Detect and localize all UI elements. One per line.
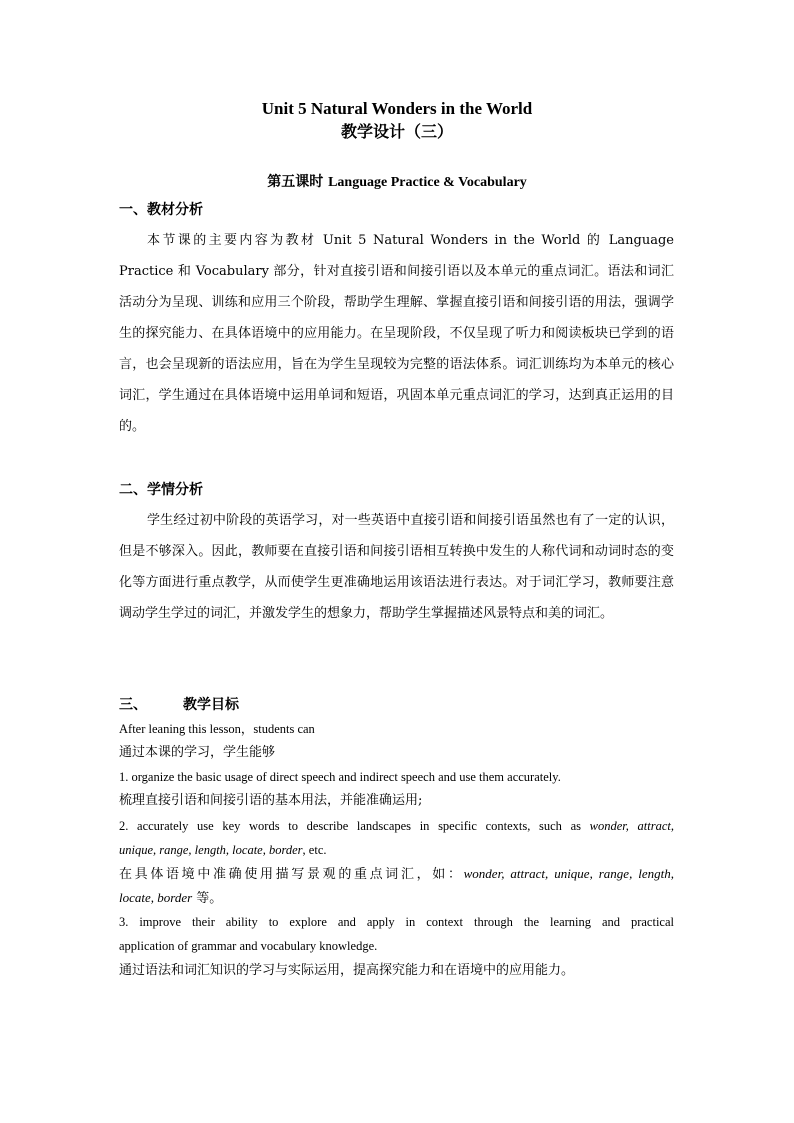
goal-2-en-line-1 <box>119 814 674 838</box>
goal-2-cn-keywords-b: locate, border <box>119 890 193 905</box>
lesson-title-cn: 第五课时 <box>267 174 324 190</box>
goal-2-en-text: 2. accurately use key words to describe landscapes in specific contexts, such as <box>119 819 590 833</box>
section-paragraph-textbook-analysis: 本节课的主要内容为教材 Unit 5 Natural Wonders in the World 的 Language Practice 和 Vocabulary 部分，针对直接引语和间接引语以及本单元的重点词汇。语法和词汇活动分为呈现、训练和应用三个阶段，帮助学生理解、掌握直接引语和间接引语的用法，强调学生的探究能力、在具体语境中的应用能力。在呈现阶段，不仅呈现了听力和阅读板块已学到的语言，也会呈现新的语法应用，旨在为学生呈现较为完整的语法体系。词汇训练均为本单元的核心词汇，学生通过在具体语境中运用单词和短语，巩固本单元重点词汇的学习，达到真正运用的目的。 <box>119 233 674 434</box>
goal-2-cn-line-1 <box>119 862 674 887</box>
lesson-title-en: Language Practice & Vocabulary <box>328 175 527 190</box>
goal-1-cn: 梳理直接引语和间接引语的基本用法，并能准确运用; <box>119 793 423 808</box>
lesson-title <box>0 172 794 193</box>
goal-3-en-line-1: 3. improve their ability to explore and apply in context through the learning and practical <box>119 915 674 929</box>
section-heading-number: 三、 <box>119 697 147 713</box>
goal-2-cn-end: 等。 <box>192 891 223 906</box>
goal-3-en-line-2: application of grammar and vocabulary knowledge. <box>119 939 378 953</box>
document-title-en: Unit 5 Natural Wonders in the World <box>261 99 533 118</box>
goal-2-cn-line-2 <box>119 886 674 911</box>
goal-1-en: 1. organize the basic usage of direct speech and indirect speech and use them accurately. <box>119 770 561 784</box>
goal-2-en-keywords-b: unique, range, length, locate, border <box>119 843 303 857</box>
section-heading-student-analysis: 二、学情分析 <box>119 482 203 498</box>
goal-3-cn: 通过语法和词汇知识的学习与实际运用，提高探究能力和在语境中的应用能力。 <box>119 963 575 978</box>
section-heading-teaching-goals <box>119 695 239 715</box>
section-paragraph-student-analysis: 学生经过初中阶段的英语学习，对一些英语中直接引语和间接引语虽然也有了一定的认识，但是不够深入。因此，教师要在直接引语和间接引语相互转换中发生的人称代词和动词时态的变化等方面进行重点教学，从而使学生更准确地运用该语法进行表达。对于词汇学习，教师要注意调动学生学过的词汇，并激发学生的想象力，帮助学生掌握描述风景特点和美的词汇。 <box>119 513 674 621</box>
goal-2-en-line-2 <box>119 838 674 862</box>
document-title-cn: 教学设计（三） <box>340 122 453 141</box>
section-heading-textbook-analysis: 一、教材分析 <box>119 202 203 218</box>
section-heading-text: 教学目标 <box>183 697 239 713</box>
goal-2-cn-keywords-a: wonder, attract, unique, range, length, <box>463 866 674 881</box>
goal-2-cn-text: 在具体语境中准确使用描写景观的重点词汇，如： <box>119 867 464 882</box>
goal-2-en-keywords-a: wonder, attract, <box>589 819 675 833</box>
goals-intro-cn: 通过本课的学习，学生能够 <box>119 745 276 760</box>
goal-2-en-end: , etc. <box>302 843 327 857</box>
goals-intro-en: After leaning this lesson，students can <box>119 722 315 736</box>
